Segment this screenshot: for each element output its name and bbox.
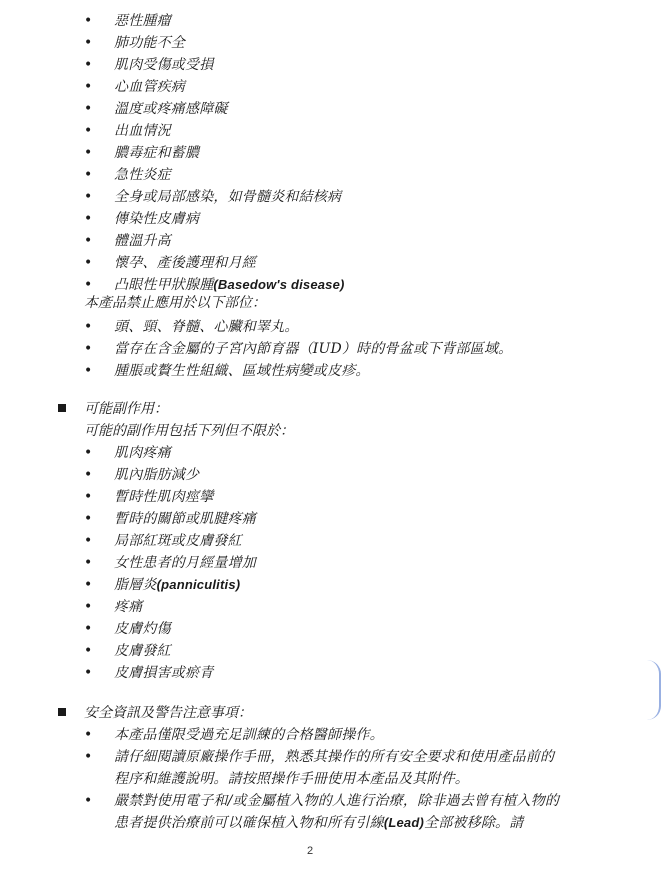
list-item: • 局部紅斑或皮膚發紅	[84, 530, 644, 552]
lead-latin: (Lead)	[383, 815, 425, 830]
page-number: 2	[306, 845, 314, 857]
list-item: • 膿毒症和蓄膿	[84, 142, 644, 164]
list-item: • 惡性腫瘤	[84, 10, 644, 32]
prohibited-intro: 本產品禁止應用於以下部位：	[84, 295, 266, 311]
basedow-latin: (Basedow's disease)	[213, 277, 345, 292]
list-item: • 頭、頸、脊髓、心臟和睪丸。	[84, 316, 644, 338]
list-item: • 請仔細閱讀原廠操作手冊，熟悉其操作的所有安全要求和使用產品前的程序和維護說明。請按照操作手冊使用本產品及其附件。	[84, 746, 564, 790]
side-effects-list	[84, 442, 644, 684]
side-effects-intro: 可能的副作用包括下列但不限於：	[84, 423, 294, 439]
list-item: • 肌內脂肪減少	[84, 464, 644, 486]
list-item: • 心血管疾病	[84, 76, 644, 98]
list-item: • 當存在含金屬的子宮內節育器（IUD）時的骨盆或下背部區域。	[84, 338, 644, 360]
list-item: • 傳染性皮膚病	[84, 208, 644, 230]
list-item: • 女性患者的月經量增加	[84, 552, 644, 574]
list-item: • 皮膚損害或瘀青	[84, 662, 644, 684]
safety-item3-tail: 全部被移除。請	[424, 815, 524, 831]
list-item: • 懷孕、產後護理和月經	[84, 252, 644, 274]
list-item	[84, 790, 564, 834]
list-item: • 肌肉受傷或受損	[84, 54, 644, 76]
list-item: • 體溫升高	[84, 230, 644, 252]
contraindications-list	[84, 10, 644, 296]
panniculitis-label: 脂層炎	[114, 577, 157, 593]
safety-item3-text: 嚴禁對使用電子和/或金屬植入物的人進行治療，除非過去曾有植入物的患者提供治療前可以確保植入物和所有引線	[114, 793, 560, 831]
list-item: • 肌肉疼痛	[84, 442, 644, 464]
panniculitis-latin: (panniculitis)	[156, 577, 241, 592]
list-item: • 本產品僅限受過充足訓練的合格醫師操作。	[84, 724, 564, 746]
edge-mark	[647, 660, 661, 720]
square-bullet-icon	[58, 404, 66, 412]
list-item: • 皮膚灼傷	[84, 618, 644, 640]
list-item: • 腫脹或贅生性組織、區域性病變或皮疹。	[84, 360, 644, 382]
list-item: • 急性炎症	[84, 164, 644, 186]
basedow-label: 凸眼性甲狀腺腫	[114, 277, 214, 293]
list-item: • 疼痛	[84, 596, 644, 618]
square-bullet-icon	[58, 708, 66, 716]
safety-heading: 安全資訊及警告注意事項：	[58, 702, 252, 724]
list-item: • 暫時性肌肉痙攣	[84, 486, 644, 508]
list-item: • 溫度或疼痛感障礙	[84, 98, 644, 120]
safety-list	[84, 724, 564, 834]
list-item-panniculitis	[84, 574, 644, 596]
list-item: • 全身或局部感染，如骨髓炎和結核病	[84, 186, 644, 208]
list-item: • 皮膚發紅	[84, 640, 644, 662]
list-item: • 出血情況	[84, 120, 644, 142]
list-item: • 暫時的關節或肌腱疼痛	[84, 508, 644, 530]
side-effects-heading: 可能副作用：	[58, 398, 168, 420]
list-item: • 肺功能不全	[84, 32, 644, 54]
prohibited-sites-list	[84, 316, 644, 382]
